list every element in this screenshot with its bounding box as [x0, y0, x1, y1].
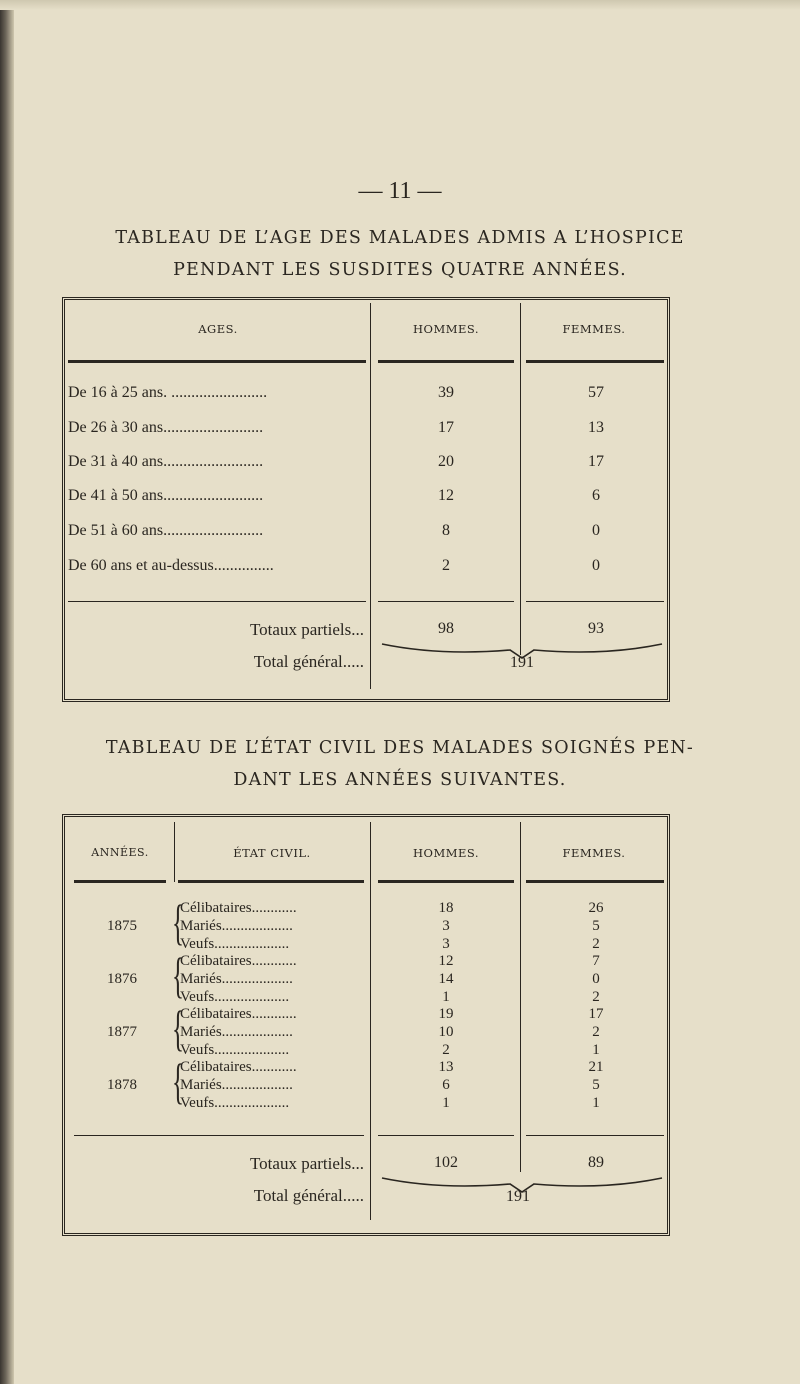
- etat-label: Célibataires............: [180, 1006, 297, 1022]
- table2-col-divider-2: [370, 822, 371, 1220]
- hommes-value: 2: [442, 1042, 450, 1058]
- table1-title-line1: TABLEAU DE L’AGE DES MALADES ADMIS A L’HOSPICE: [115, 228, 685, 248]
- femmes-value: 2: [592, 936, 600, 952]
- femmes-value: 17: [588, 453, 604, 470]
- table1-header-rule-3: [526, 360, 664, 363]
- etat-label: Célibataires............: [180, 1059, 297, 1075]
- table2-header-rule-4: [526, 880, 664, 883]
- table2-totaux-femmes: 89: [588, 1154, 604, 1171]
- hommes-value: 20: [438, 453, 454, 470]
- table1-totals-rule-3: [526, 601, 664, 602]
- table1-header-rule-2: [378, 360, 514, 363]
- femmes-value: 1: [592, 1095, 600, 1111]
- femmes-value: 7: [592, 953, 600, 969]
- page-top-edge: [0, 0, 800, 10]
- brace-icon: {: [172, 1000, 184, 1056]
- hommes-value: 39: [438, 384, 454, 401]
- table2-total-value: 191: [506, 1188, 530, 1205]
- hommes-value: 19: [438, 1006, 454, 1022]
- femmes-value: 57: [588, 384, 604, 401]
- table1-title-line2: PENDANT LES SUSDITES QUATRE ANNÉES.: [173, 260, 627, 280]
- table2-header-rule-3: [378, 880, 514, 883]
- age-range-label: De 51 à 60 ans.........................: [68, 522, 264, 539]
- etat-label: Mariés...................: [180, 1024, 293, 1040]
- table1-header-hommes: HOMMES.: [412, 322, 480, 336]
- age-range-label: De 60 ans et au-dessus...............: [68, 557, 274, 574]
- hommes-value: 3: [442, 918, 450, 934]
- table1-title: [40, 222, 760, 286]
- page-number: — 11 —: [358, 178, 442, 204]
- page-binding-edge: [0, 0, 14, 1384]
- year-label: 1876: [107, 971, 137, 987]
- table1-totals-rule-1: [68, 601, 366, 602]
- table2-title-line1: TABLEAU DE L’ÉTAT CIVIL DES MALADES SOIGNÉS PEN-: [105, 738, 695, 758]
- etat-label: Veufs....................: [180, 1095, 290, 1111]
- etat-label: Veufs....................: [180, 936, 290, 952]
- table2-totaux-label: Totaux partiels...: [249, 1154, 364, 1173]
- table2-col-divider-3: [520, 822, 521, 1172]
- table2-col-divider-1: [174, 822, 175, 882]
- etat-label: Célibataires............: [180, 953, 297, 969]
- hommes-value: 12: [438, 953, 454, 969]
- etat-label: Veufs....................: [180, 1042, 290, 1058]
- femmes-value: 21: [588, 1059, 604, 1075]
- etat-label: Célibataires............: [180, 900, 297, 916]
- table2-header-rule-1: [74, 880, 166, 883]
- table1-totaux-femmes: 93: [588, 620, 604, 637]
- femmes-value: 13: [588, 419, 604, 436]
- age-range-label: De 41 à 50 ans.........................: [68, 487, 264, 504]
- table2-totals-rule-3: [526, 1135, 664, 1136]
- etat-label: Mariés...................: [180, 918, 293, 934]
- hommes-value: 1: [442, 1095, 450, 1111]
- femmes-value: 2: [592, 1024, 600, 1040]
- femmes-value: 26: [588, 900, 604, 916]
- femmes-value: 2: [592, 989, 600, 1005]
- table2-totals-rule-2: [378, 1135, 514, 1136]
- table2-header-etat: ÉTAT CIVIL.: [233, 846, 311, 860]
- year-label: 1875: [107, 918, 137, 934]
- table2-total-label: Total général.....: [253, 1186, 364, 1205]
- table1-totals-rule-2: [378, 601, 514, 602]
- etat-label: Veufs....................: [180, 989, 290, 1005]
- table1-header-femmes: FEMMES.: [562, 322, 626, 336]
- table2-title: [40, 732, 760, 796]
- table2-header-hommes: HOMMES.: [412, 846, 480, 860]
- femmes-value: 17: [588, 1006, 604, 1022]
- femmes-value: 0: [592, 557, 600, 574]
- hommes-value: 1: [442, 989, 450, 1005]
- table2-totals-rule-1: [74, 1135, 364, 1136]
- hommes-value: 12: [438, 487, 454, 504]
- table1-col-divider-2: [520, 303, 521, 655]
- age-range-label: De 31 à 40 ans.........................: [68, 453, 264, 470]
- hommes-value: 2: [442, 557, 450, 574]
- etat-label: Mariés...................: [180, 1077, 293, 1093]
- brace-icon: {: [172, 894, 184, 950]
- age-range-label: De 16 à 25 ans. ........................: [68, 384, 268, 401]
- table1-total-label: Total général.....: [253, 652, 364, 671]
- table1-header-ages: AGES.: [198, 322, 238, 336]
- year-label: 1878: [107, 1077, 137, 1093]
- table2-title-line2: DANT LES ANNÉES SUIVANTES.: [233, 770, 567, 790]
- table2-header-rule-2: [178, 880, 364, 883]
- table2-totaux-hommes: 102: [434, 1154, 458, 1171]
- hommes-value: 14: [438, 971, 454, 987]
- hommes-value: 18: [438, 900, 454, 916]
- brace-icon: {: [172, 1053, 184, 1109]
- table1-total-value: 191: [510, 654, 534, 671]
- hommes-value: 17: [438, 419, 454, 436]
- age-range-label: De 26 à 30 ans.........................: [68, 419, 264, 436]
- table1-header-rule-1: [68, 360, 366, 363]
- femmes-value: 0: [592, 971, 600, 987]
- femmes-value: 5: [592, 1077, 600, 1093]
- year-label: 1877: [107, 1024, 137, 1040]
- hommes-value: 3: [442, 936, 450, 952]
- table2-header-annees: ANNÉES.: [91, 846, 149, 859]
- femmes-value: 1: [592, 1042, 600, 1058]
- brace-icon: {: [172, 947, 184, 1003]
- table1-totaux-label: Totaux partiels...: [249, 620, 364, 639]
- etat-label: Mariés...................: [180, 971, 293, 987]
- femmes-value: 5: [592, 918, 600, 934]
- hommes-value: 10: [438, 1024, 454, 1040]
- table2-header-femmes: FEMMES.: [562, 846, 626, 860]
- table1-col-divider-1: [370, 303, 371, 689]
- hommes-value: 13: [438, 1059, 454, 1075]
- table1-totaux-hommes: 98: [438, 620, 454, 637]
- femmes-value: 6: [592, 487, 600, 504]
- hommes-value: 8: [442, 522, 450, 539]
- femmes-value: 0: [592, 522, 600, 539]
- hommes-value: 6: [442, 1077, 450, 1093]
